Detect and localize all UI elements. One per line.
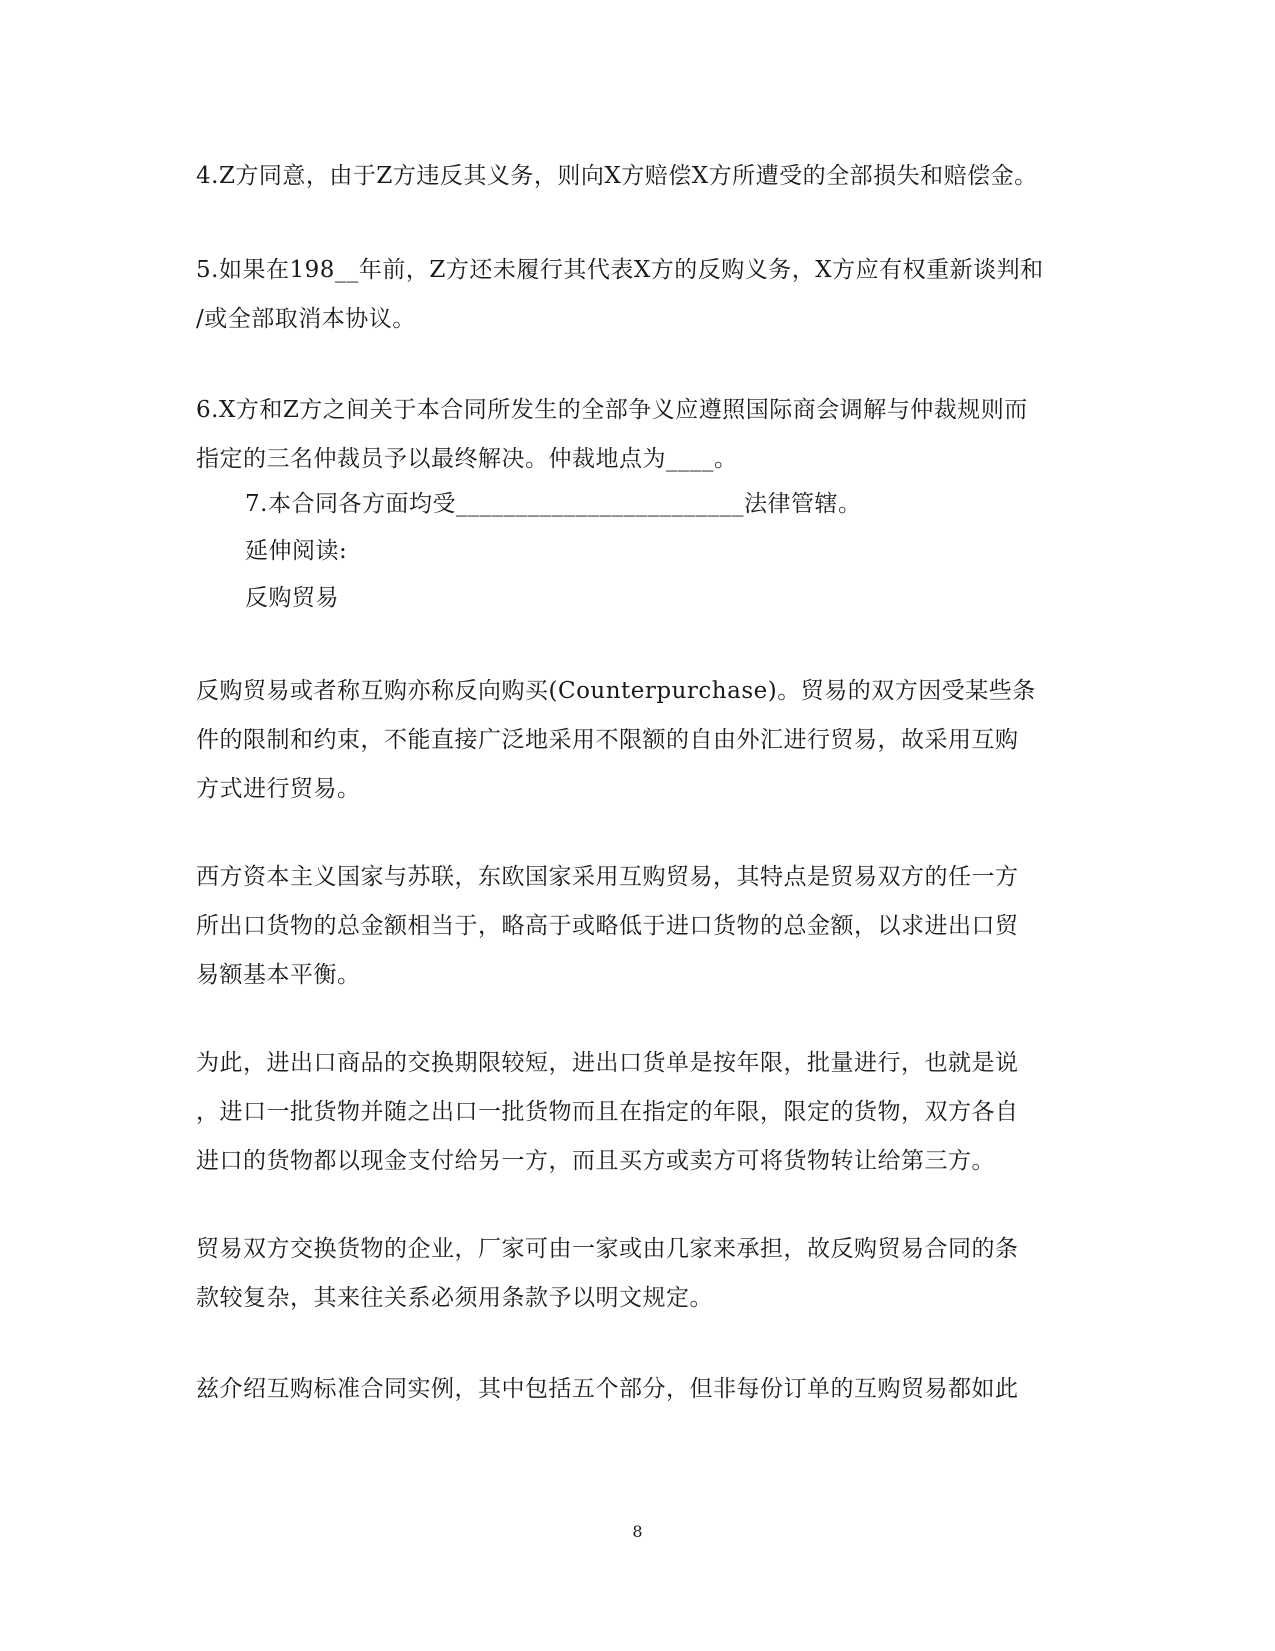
clause-6-line-2: 指定的三名仲裁员予以最终解决。仲裁地点为____。 — [196, 446, 738, 472]
extended-reading-label — [245, 527, 1075, 576]
body-paragraph-2 — [196, 853, 1076, 1000]
clause-5-line-1: 5.如果在198__年前，Z方还未履行其代表X方的反购义务，X方应有权重新谈判和 — [196, 257, 1044, 283]
body-paragraph-1 — [196, 667, 1076, 814]
body-paragraph-2-line-1: 西方资本主义国家与苏联，东欧国家采用互购贸易，其特点是贸易双方的任一方 — [196, 864, 1019, 890]
body-paragraph-3 — [196, 1039, 1076, 1186]
body-paragraph-3-line-2: ，进口一批货物并随之出口一批货物而且在指定的年限，限定的货物，双方各自 — [196, 1099, 1019, 1125]
body-paragraph-3-line-3: 进口的货物都以现金支付给另一方，而且买方或卖方可将货物转让给第三方。 — [196, 1148, 995, 1174]
clause-7 — [245, 480, 1075, 529]
extended-reading-text: 延伸阅读: — [245, 538, 348, 564]
body-paragraph-4-line-1: 贸易双方交换货物的企业，厂家可由一家或由几家来承担，故反购贸易合同的条 — [196, 1236, 1019, 1262]
clause-6-line-1: 6.X方和Z方之间关于本合同所发生的全部争义应遵照国际商会调解与仲裁规则而 — [196, 397, 1028, 423]
body-paragraph-5-line-1: 兹介绍互购标准合同实例，其中包括五个部分，但非每份订单的互购贸易都如此 — [196, 1376, 1019, 1402]
body-paragraph-2-line-2: 所出口货物的总金额相当于，略高于或略低于进口货物的总金额，以求进出口贸 — [196, 913, 1019, 939]
clause-7-text: 7.本合同各方面均受________________________法律管辖。 — [245, 491, 862, 517]
body-paragraph-3-line-1: 为此，进出口商品的交换期限较短，进出口货单是按年限，批量进行，也就是说 — [196, 1050, 1019, 1076]
section-heading-text: 反购贸易 — [245, 585, 339, 611]
page-number: 8 — [632, 1522, 643, 1541]
clause-6 — [196, 386, 1076, 484]
section-heading — [245, 574, 1075, 623]
clause-5 — [196, 246, 1076, 344]
body-paragraph-1-line-2: 件的限制和约束，不能直接广泛地采用不限额的自由外汇进行贸易，故采用互购 — [196, 727, 1019, 753]
body-paragraph-4-line-2: 款较复杂，其来往关系必须用条款予以明文规定。 — [196, 1285, 713, 1311]
clause-4-text: 4.Z方同意，由于Z方违反其义务，则向X方赔偿X方所遭受的全部损失和赔偿金。 — [196, 163, 1038, 189]
body-paragraph-1-line-3: 方式进行贸易。 — [196, 776, 361, 802]
clause-5-line-2: /或全部取消本协议。 — [196, 306, 416, 332]
body-paragraph-1-line-1: 反购贸易或者称互购亦称反向购买(Counterpurchase)。贸易的双方因受某些条 — [196, 678, 1036, 704]
body-paragraph-2-line-3: 易额基本平衡。 — [196, 962, 361, 988]
clause-4 — [196, 152, 1076, 201]
body-paragraph-4 — [196, 1225, 1076, 1323]
body-paragraph-5 — [196, 1365, 1076, 1414]
